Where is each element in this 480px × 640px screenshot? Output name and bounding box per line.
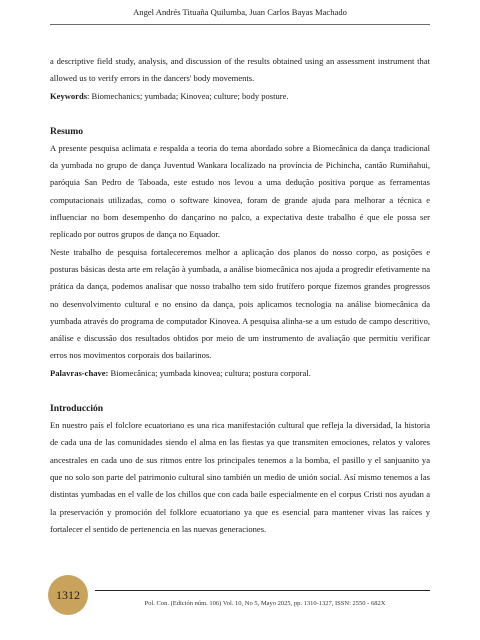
- keywords-pt: [50, 365, 430, 382]
- section-spacer: [50, 105, 430, 123]
- section-spacer: [50, 382, 430, 400]
- footer-divider: [95, 590, 430, 591]
- page-number: 1312: [56, 587, 80, 602]
- resumo-paragraph-1: A presente pesquisa aclimata e respalda a teoria do tema abordado sobre a Biomecânica da dança tradicional da yumbada no grupo de dança Juventud Wankara localizado na província de Pichincha, cantão Rumiñahui, paróquia San Pedro de Taboada, este estudo nos levou a uma dedução positiva porque as ferramentas computacionais utilizadas, como o software kinovea, foram de grande ajuda para melhorar a técnica e influenciar no bom desempenho do dançarino no palco, a expectativa deste trabalho é que ele possa ser replicado por outros grupos de dança no Equador.: [50, 142, 430, 240]
- keywords-en-label: Keywords: [50, 90, 88, 101]
- resumo-heading: Resumo: [50, 125, 84, 137]
- journal-citation: Pol. Con. (Edición núm. 106) Vol. 10, No 5, Mayo 2025, pp. 1310-1327, ISSN: 2550 - 682X: [144, 600, 386, 607]
- keywords-en-values: : Biomechanics; yumbada; Kinovea; culture; body posture.: [87, 90, 289, 101]
- resumo-paragraph-2: Neste trabalho de pesquisa fortaleceremos melhor a aplicação dos planos do nosso corpo, as posições e posturas básicas desta arte em relação à yumbada, a análise biomecânica nos ajuda a progredir efetivamente na prática da dança, podemos analisar que nosso trabalho tem sido frutífero porque fizemos grandes progressos no desenvolvimento cultural e no ensino da dança, pois aplicamos tecnologia na análise biomecânica da yumbada através do programa de computador Kinovea. A pesquisa alinha-se a um estudo de campo descritivo, análise e discussão dos resultados obtidos por meio de um instrumento de avaliação que permitiu verificar erros nos movimentos corporais dos bailarinos.: [50, 246, 430, 361]
- page-number-badge: [48, 575, 88, 615]
- introduccion-paragraph: En nuestro país el folclore ecuatoriano es una rica manifestación cultural que refleja la diversidad, la historia de cada una de las comunidades siendo el alma en las fiestas ya que transmiten emociones, relatos y valores ancestrales en cada uno de sus ritmos entre los principales tenemos a la bomba, el pasillo y el sanjuanito ya que no solo son parte del patrimonio cultural sino también un medio de unión social. Así mismo tenemos a las distintas yumbadas en el valle de los chillos que con cada baile especialmente en el corpus Cristi nos ayudan a la preservación y promoción del folklore ecuatoriano ya que es esencial para mantener vivas las raíces y fortalecer el sentido de pertenencia en las nuevas generaciones.: [50, 420, 430, 534]
- keywords-pt-values: Biomecânica; yumbada kinovea; cultura; postura corporal.: [108, 367, 311, 378]
- running-header: Angel Andrés Tituaña Quilumba, Juan Carlos Bayas Machado: [133, 7, 347, 17]
- keywords-en: [50, 88, 430, 105]
- header-divider: [50, 24, 430, 25]
- keywords-pt-label: Palavras-chave:: [50, 367, 109, 378]
- article-body: [50, 53, 430, 538]
- abstract-en-tail: a descriptive field study, analysis, and discussion of the results obtained using an assessment instrument that allowed us to verify errors in the dancers' body movements.: [50, 56, 430, 84]
- introduccion-heading: Introducción: [50, 403, 104, 415]
